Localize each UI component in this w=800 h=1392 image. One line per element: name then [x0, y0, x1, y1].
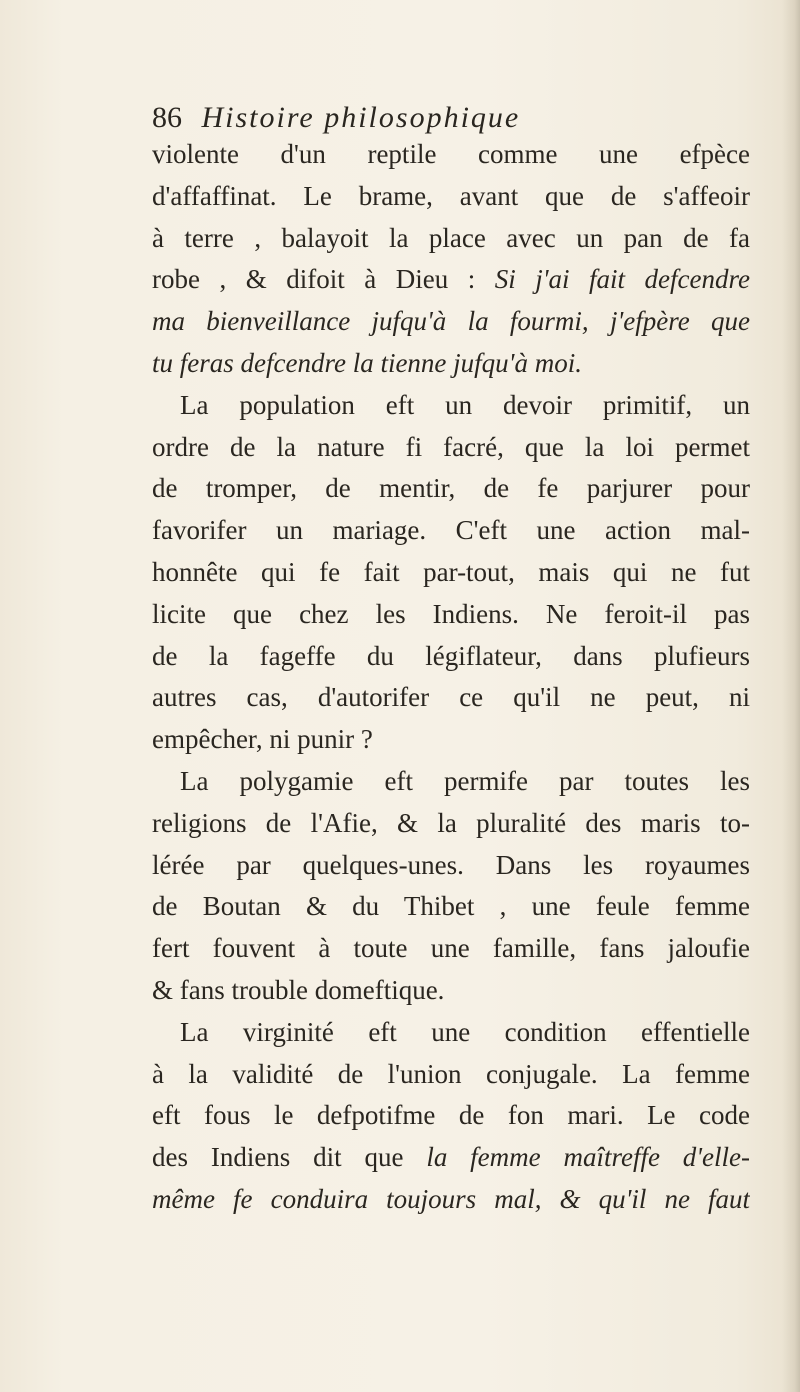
text-run: eft fous le defpotifme de fon mari. Le code [152, 1100, 750, 1131]
text-run: à terre , balayoit la place avec un pan de fa [152, 222, 750, 253]
text-line [152, 427, 750, 469]
text-run: violente d'un reptile comme une efpèce [152, 139, 750, 169]
text-line [152, 552, 750, 594]
text-run: favorifer un mariage. C'eft une action mal- [152, 515, 750, 546]
text-run: La virginité eft une condition effentielle [180, 1016, 750, 1047]
text-line [152, 1054, 750, 1096]
text-run: de Boutan & du Thibet , une feule femme [152, 891, 750, 922]
text-run: ordre de la nature fi facré, que la loi permet [152, 431, 750, 462]
text-line [152, 677, 750, 719]
text-run: La polygamie eft permife par toutes les [180, 765, 750, 796]
text-line [152, 1137, 750, 1179]
text-line [152, 803, 750, 845]
italic-run: la femme maîtreffe d'elle- [426, 1142, 750, 1173]
text-run: empêcher, ni punir ? [152, 724, 373, 755]
text-run: & fans trouble domeftique. [152, 974, 445, 1005]
text-run: religions de l'Afie, & la pluralité des maris to- [152, 807, 750, 838]
italic-run: tu feras defcendre la tienne jufqu'à moi. [152, 347, 582, 378]
text-line [152, 468, 750, 510]
text-run: lérée par quelques-unes. Dans les royaumes [152, 849, 750, 880]
italic-run: même fe conduira toujours mal, & qu'il ne faut [152, 1183, 750, 1214]
text-line [152, 594, 750, 636]
text-line [152, 176, 750, 218]
page-edge-shadow [782, 0, 800, 1392]
text-line [152, 134, 750, 176]
text-run: autres cas, d'autorifer ce qu'il ne peut, ni [152, 682, 750, 713]
italic-run: Si j'ai fait defcendre [494, 264, 750, 295]
text-run: de la fageffe du légiflateur, dans plufieurs [152, 640, 750, 671]
text-line [152, 301, 750, 343]
running-header [152, 98, 752, 138]
text-run: fert fouvent à toute une famille, fans jaloufie [152, 933, 750, 964]
text-line [152, 719, 750, 761]
text-line [152, 1012, 750, 1054]
text-run: honnête qui fe fait par-tout, mais qui ne fut [152, 556, 750, 587]
text-line [152, 259, 750, 301]
text-line [152, 636, 750, 678]
text-line [152, 218, 750, 260]
text-line [152, 1179, 750, 1221]
text-line [152, 928, 750, 970]
text-line [152, 343, 750, 385]
running-title: Histoire philosophique [201, 101, 521, 134]
body-text [152, 134, 750, 1221]
text-line [152, 970, 750, 1012]
text-run: robe , & difoit à Dieu : [152, 264, 495, 295]
italic-run: ma bienveillance jufqu'à la fourmi, j'efpère que [152, 306, 750, 337]
text-line [152, 886, 750, 928]
text-run: à la validité de l'union conjugale. La femme [152, 1058, 750, 1089]
text-run: de tromper, de mentir, de fe parjurer pour [152, 473, 750, 504]
text-line [152, 845, 750, 887]
text-line [152, 1095, 750, 1137]
text-line [152, 761, 750, 803]
text-run: des Indiens dit que [152, 1142, 427, 1173]
text-line [152, 385, 750, 427]
text-run: licite que chez les Indiens. Ne feroit-il pas [152, 598, 750, 629]
page-number: 86 [152, 101, 182, 134]
text-run: d'affaffinat. Le brame, avant que de s'affeoir [152, 180, 750, 211]
text-run: La population eft un devoir primitif, un [180, 389, 750, 420]
text-line [152, 510, 750, 552]
